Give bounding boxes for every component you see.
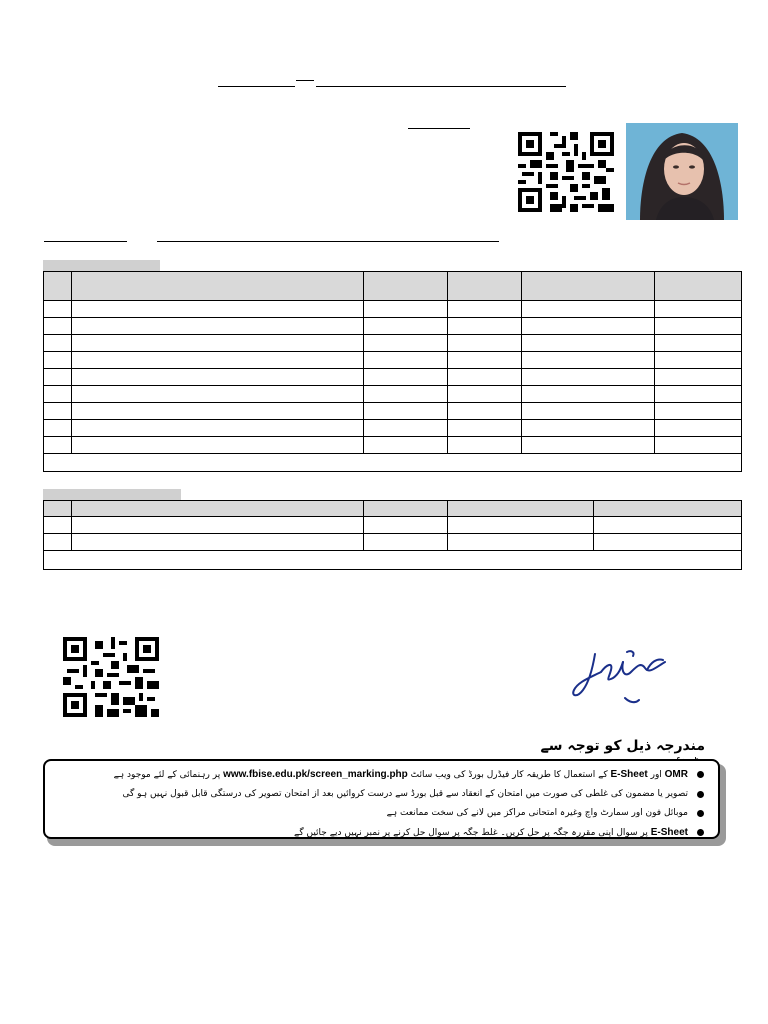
instruction-item [45, 785, 710, 804]
header-cell [72, 501, 364, 517]
header-cell [594, 501, 742, 517]
qr-code-bottom-icon [62, 637, 160, 717]
table-footer-row [44, 551, 742, 570]
table-row [44, 437, 742, 454]
instruction-text: پر رہنمائی کے لئے موجود ہے [113, 770, 224, 780]
header-cell [364, 501, 448, 517]
instructions-panel [43, 759, 720, 839]
header-line-dash [296, 80, 314, 81]
candidate-photo-icon [626, 123, 738, 220]
header-line-1 [218, 86, 295, 87]
table-row [44, 420, 742, 437]
instruction-esheet-label: E-Sheet [610, 769, 648, 780]
practical-table [43, 500, 742, 570]
header-cell [448, 501, 594, 517]
instruction-text: کے استعمال کا طریقہ کار فیڈرل بورڈ کی ویب سائٹ [407, 770, 611, 780]
instructions-heading: مندرجہ ذیل کو توجہ سے [540, 738, 705, 754]
instruction-esheet-label: E-Sheet [650, 827, 688, 838]
instructions-list [45, 765, 710, 843]
instruction-item [45, 765, 710, 785]
table-row [44, 335, 742, 352]
table-row [44, 369, 742, 386]
subjects-table [43, 271, 742, 472]
instruction-url[interactable]: www.fbise.edu.pk/screen_marking.php [223, 769, 408, 780]
table-header-row [44, 272, 742, 301]
qr-code-top-icon [518, 132, 614, 212]
instruction-text: پر سوال اپنی مقررہ جگہ پر حل کریں۔ غلط جگہ پر سوال حل کرنے پر نمبر نہیں دیے جائیں گے [294, 828, 651, 838]
table-row [44, 517, 742, 534]
signature-icon [565, 632, 675, 722]
header-line-2 [316, 86, 566, 87]
header-cell [655, 272, 742, 301]
table-row [44, 534, 742, 551]
header-line-3 [408, 128, 470, 129]
instruction-text: تصویر یا مضمون کی غلطی کی صورت میں امتحان کے انعقاد سے قبل بورڈ سے درست کروائیں بعد از امتحان تصویر کی درستگی قابل قبول نہیں ہو گی [122, 789, 688, 799]
header-cell [522, 272, 655, 301]
header-cell [364, 272, 448, 301]
instruction-text: اور [647, 770, 665, 780]
header-cell [44, 501, 72, 517]
info-line-2 [157, 241, 499, 242]
table-footer-row [44, 454, 742, 472]
table-row [44, 352, 742, 369]
header-cell [448, 272, 522, 301]
instruction-item [45, 804, 710, 823]
instruction-item [45, 823, 710, 843]
header-cell [72, 272, 364, 301]
header-cell [44, 272, 72, 301]
table-header-row [44, 501, 742, 517]
instruction-text: موبائل فون اور سمارٹ واچ وغیرہ امتحانی مراکز میں لانے کی سخت ممانعت ہے [386, 808, 688, 818]
table-row [44, 318, 742, 335]
info-line-1 [44, 241, 127, 242]
table-2-tab [43, 489, 181, 500]
table-row [44, 386, 742, 403]
table-row [44, 403, 742, 420]
instruction-omr-label: OMR [664, 769, 688, 780]
table-row [44, 301, 742, 318]
table-1-tab [43, 260, 160, 271]
